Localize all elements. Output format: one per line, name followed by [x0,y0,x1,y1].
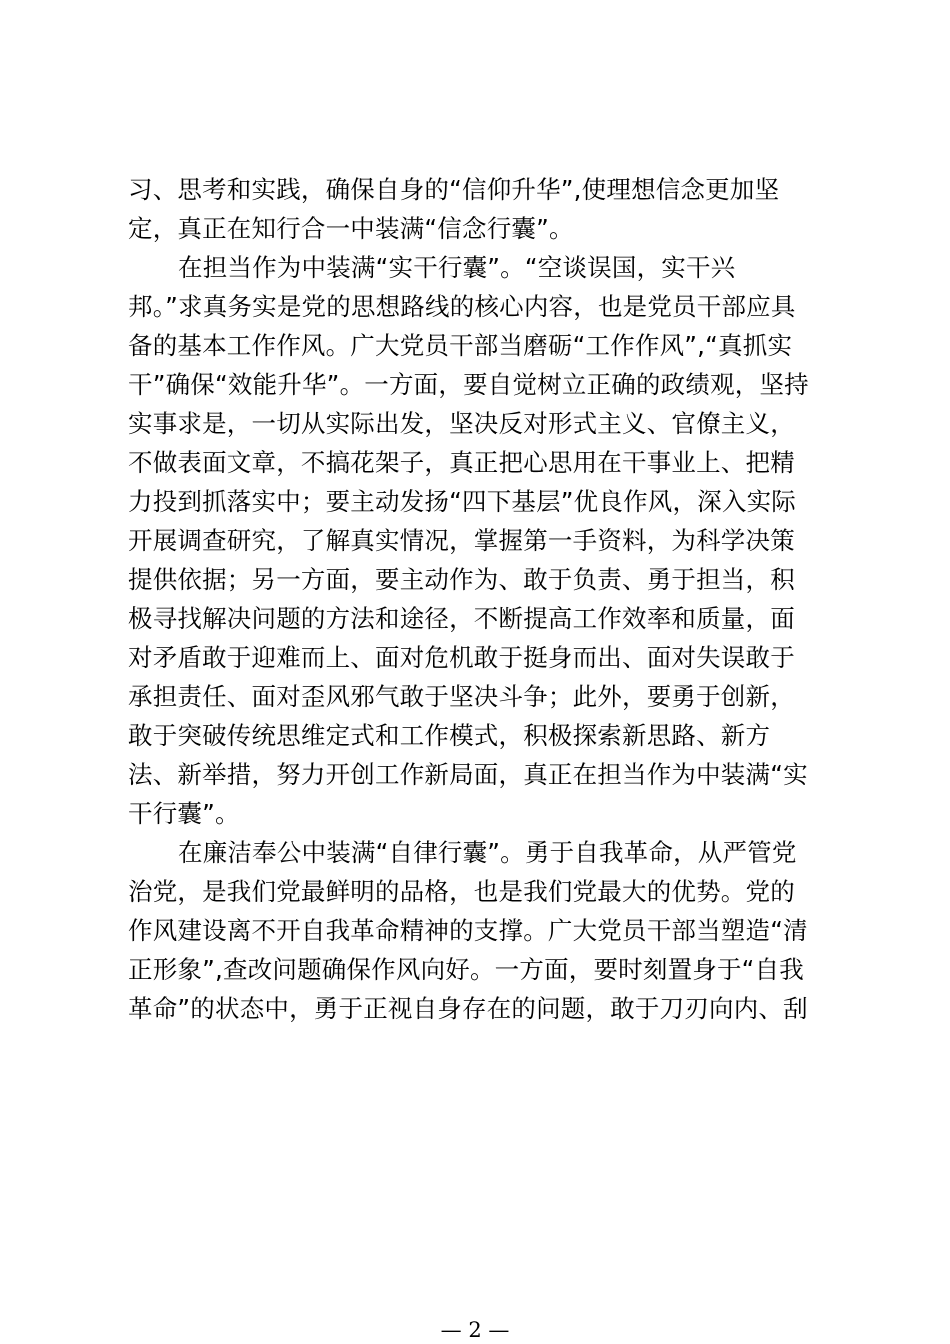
text-line: 备的基本工作作风。广大党员干部当磨砺“工作作风”,“真抓实 [128,331,793,360]
text-line: 革命”的状态中，勇于正视自身存在的问题，敢于刀刃向内、刮 [128,994,808,1023]
text-line: 习、思考和实践，确保自身的“信仰升华”,使理想信念更加坚 [128,175,780,204]
text-line: 干行囊”。 [128,799,240,828]
body-text [128,170,838,1028]
text-line: 法、新举措，努力开创工作新局面，真正在担当作为中装满“实 [128,760,808,789]
text-line: 作风建设离不开自我革命精神的支撑。广大党员干部当塑造“清 [128,916,808,945]
text-line: 力投到抓落实中；要主动发扬“四下基层”优良作风，深入实际 [128,487,796,516]
text-line: 实事求是，一切从实际出发，坚决反对形式主义、官僚主义， [128,409,795,438]
text-line: 不做表面文章，不搞花架子，真正把心思用在干事业上、把精 [128,448,795,477]
text-line: 定，真正在知行合一中装满“信念行囊”。 [128,214,574,243]
text-line: 极寻找解决问题的方法和途径，不断提高工作效率和质量，面 [128,604,795,633]
text-line: 正形象”,查改问题确保作风向好。一方面，要时刻置身于“自我 [128,955,804,984]
paragraph-start-line: 在担当作为中装满“实干行囊”。“空谈误国，实干兴 [178,253,736,282]
text-line: 开展调查研究，了解真实情况，掌握第一手资料，为科学决策 [128,526,795,555]
text-line: 治党，是我们党最鲜明的品格，也是我们党最大的优势。党的 [128,877,795,906]
page-number: — 2 — [440,1318,510,1342]
paragraph-start-line: 在廉洁奉公中装满“自律行囊”。勇于自我革命，从严管党 [178,838,797,867]
text-line: 对矛盾敢于迎难而上、面对危机敢于挺身而出、面对失误敢于 [128,643,795,672]
text-line: 邦。”求真务实是党的思想路线的核心内容，也是党员干部应具 [128,292,796,321]
text-line: 承担责任、面对歪风邪气敢于坚决斗争；此外，要勇于创新， [128,682,795,711]
text-line: 敢于突破传统思维定式和工作模式，积极探索新思路、新方 [128,721,771,750]
text-line: 干”确保“效能升华”。一方面，要自觉树立正确的政绩观，坚持 [128,370,809,399]
text-line: 提供依据；另一方面，要主动作为、敢于负责、勇于担当，积 [128,565,795,594]
